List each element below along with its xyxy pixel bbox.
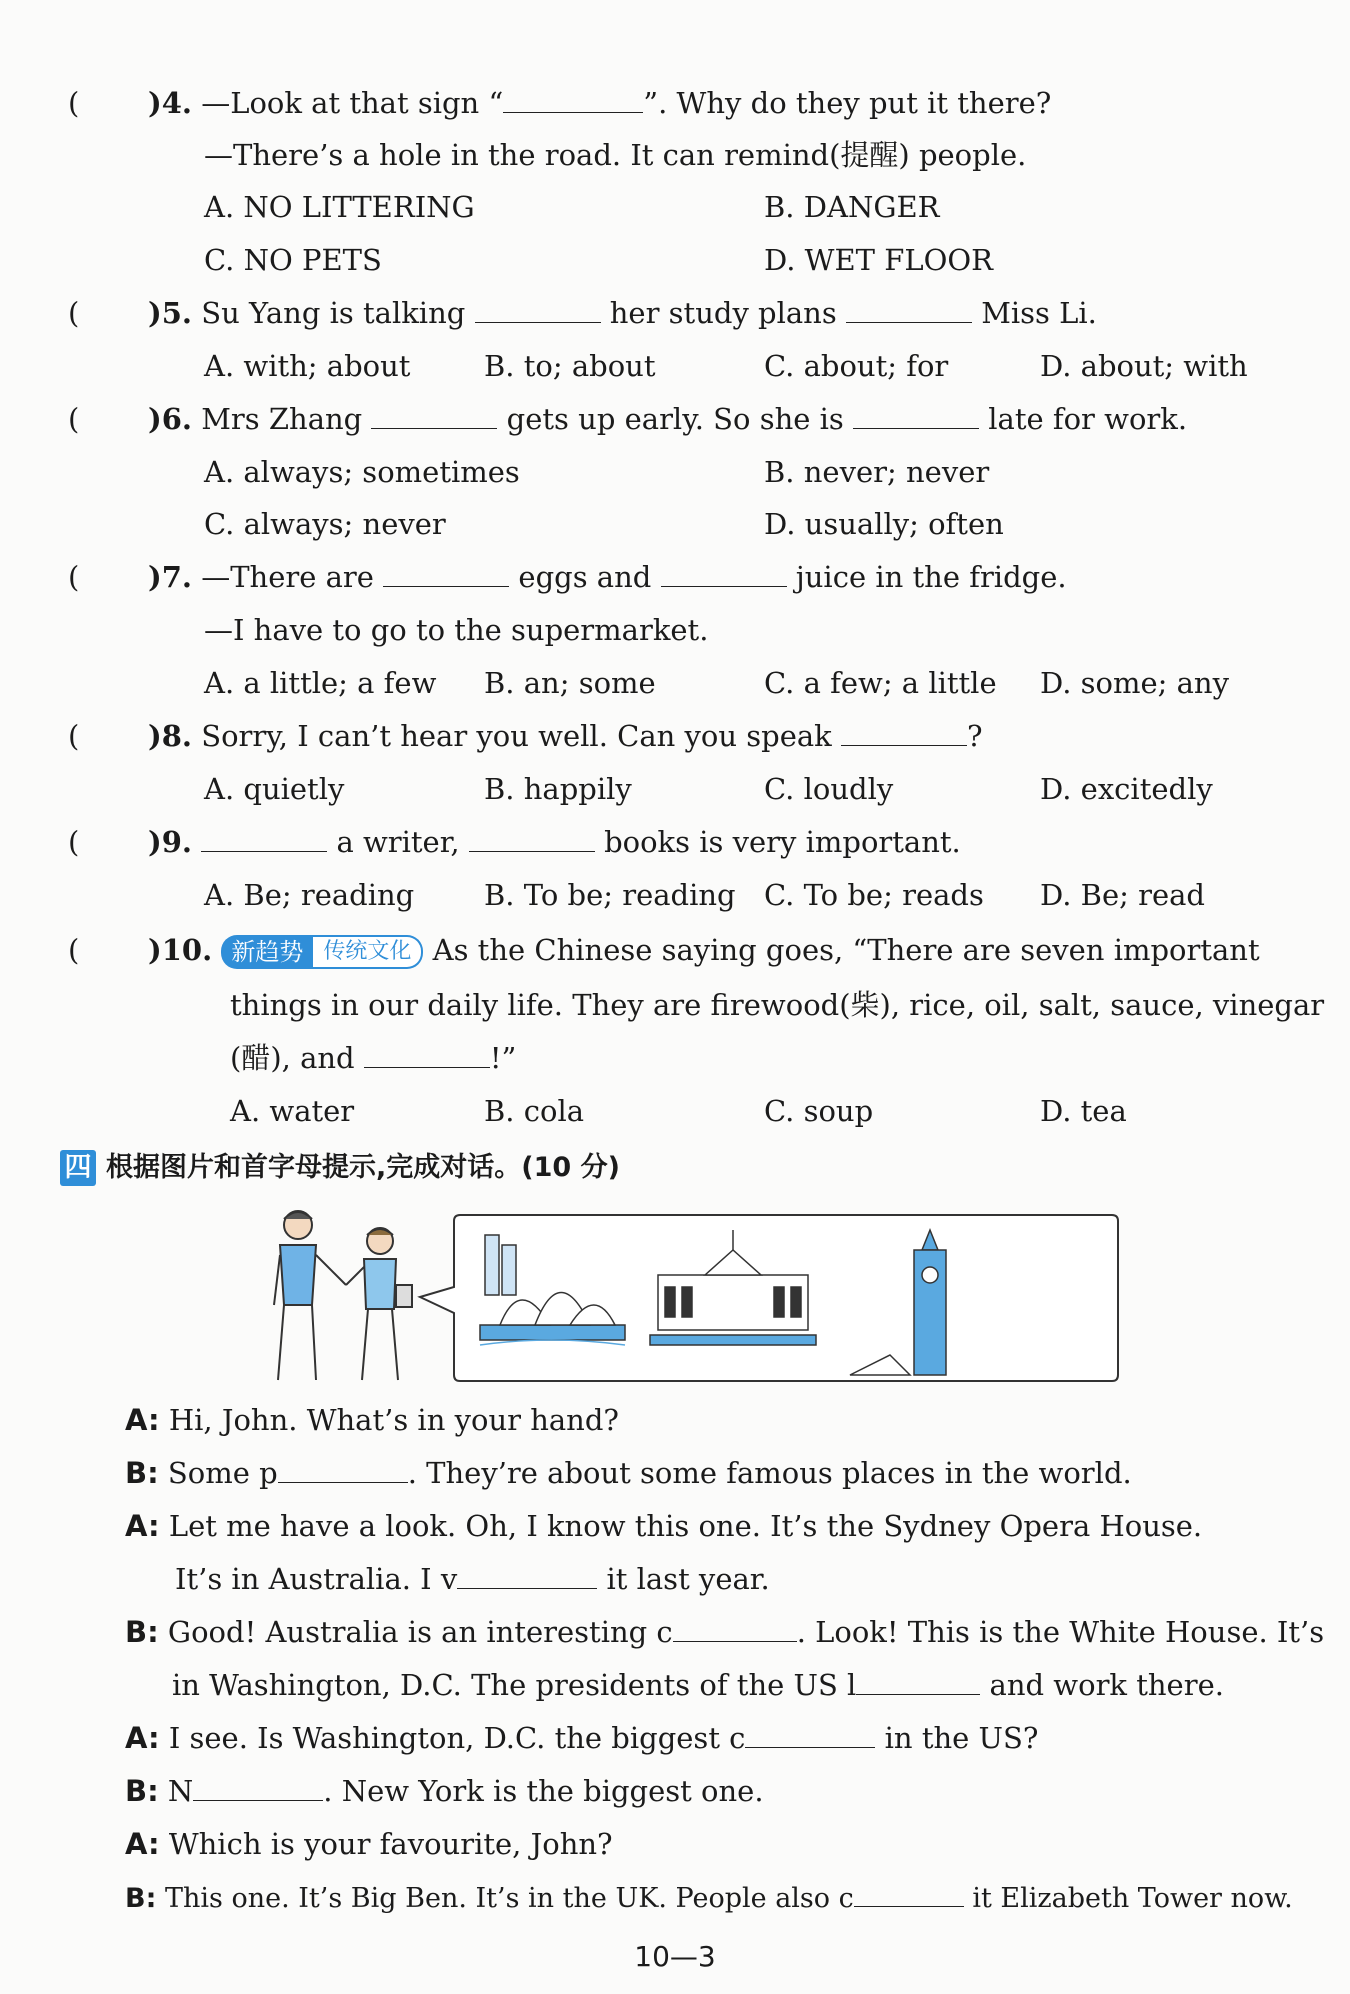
- new-trend-tag: 新趋势: [221, 935, 313, 969]
- option: A. a little; a few: [204, 666, 437, 700]
- dialogue-line: A: Let me have a look. Oh, I know this one. It’s the Sydney Opera House.: [125, 1509, 1203, 1543]
- option: A. Be; reading: [204, 878, 415, 912]
- dialogue-line: B: N . New York is the biggest one.: [125, 1774, 764, 1808]
- option: D. WET FLOOR: [764, 243, 993, 277]
- option: C. loudly: [764, 772, 894, 806]
- answer-blank[interactable]: [853, 402, 979, 429]
- answer-blank[interactable]: [846, 296, 972, 323]
- dialogue-line: in Washington, D.C. The presidents of the US l and work there.: [172, 1668, 1224, 1702]
- option: A. water: [230, 1094, 355, 1128]
- dialogue-line: A: Hi, John. What’s in your hand?: [125, 1403, 619, 1437]
- question-6: )6. Mrs Zhang gets up early. So she is late for work.: [148, 402, 1188, 436]
- question-7: )7. —There are eggs and juice in the fridge.: [148, 560, 1067, 594]
- answer-blank[interactable]: [371, 402, 497, 429]
- question-5: )5. Su Yang is talking her study plans Miss Li.: [148, 296, 1097, 330]
- question-9: )9. a writer, books is very important.: [148, 825, 961, 859]
- question-4-line2: —There’s a hole in the road. It can remind(提醒) people.: [204, 138, 1027, 172]
- question-10-line3: (醋), and !”: [230, 1041, 517, 1075]
- answer-blank[interactable]: [673, 1615, 797, 1642]
- option: D. some; any: [1040, 666, 1229, 700]
- answer-blank[interactable]: [383, 560, 509, 587]
- culture-tag: 传统文化: [313, 935, 423, 969]
- answer-paren[interactable]: (: [68, 402, 80, 436]
- answer-blank[interactable]: [475, 296, 601, 323]
- answer-paren[interactable]: (: [68, 933, 80, 967]
- option: D. tea: [1040, 1094, 1127, 1128]
- answer-paren[interactable]: (: [68, 825, 80, 859]
- answer-blank[interactable]: [854, 1880, 964, 1907]
- answer-blank[interactable]: [745, 1721, 875, 1748]
- person-icon: [274, 1211, 346, 1380]
- option: B. To be; reading: [484, 878, 736, 912]
- answer-blank[interactable]: [503, 86, 643, 113]
- option: C. a few; a little: [764, 666, 997, 700]
- option: C. NO PETS: [204, 243, 382, 277]
- answer-blank[interactable]: [469, 825, 595, 852]
- option: B. cola: [484, 1094, 585, 1128]
- option: C. about; for: [764, 349, 949, 383]
- answer-blank[interactable]: [201, 825, 327, 852]
- option: D. excitedly: [1040, 772, 1213, 806]
- answer-blank[interactable]: [278, 1456, 408, 1483]
- section-badge: 四: [60, 1150, 96, 1186]
- answer-blank[interactable]: [661, 560, 787, 587]
- question-10: )10. 新趋势 传统文化 As the Chinese saying goes, “There are seven important: [148, 933, 1260, 967]
- person-icon: [346, 1228, 412, 1380]
- answer-blank[interactable]: [856, 1668, 980, 1695]
- question-10-line2: things in our daily life. They are firewood(柴), rice, oil, salt, sauce, vinegar: [230, 988, 1325, 1022]
- answer-paren[interactable]: (: [68, 86, 80, 120]
- question-7-line2: —I have to go to the supermarket.: [204, 613, 709, 647]
- dialogue-line: B: This one. It’s Big Ben. It’s in the UK. People also c it Elizabeth Tower now.: [125, 1880, 1293, 1916]
- answer-blank[interactable]: [193, 1774, 323, 1801]
- answer-blank[interactable]: [364, 1041, 490, 1068]
- dialogue-line: It’s in Australia. I v it last year.: [175, 1562, 770, 1596]
- answer-blank[interactable]: [841, 719, 967, 746]
- option: B. to; about: [484, 349, 656, 383]
- option: A. always; sometimes: [204, 455, 520, 489]
- option: A. NO LITTERING: [204, 190, 475, 224]
- option: D. usually; often: [764, 507, 1004, 541]
- option: A. with; about: [204, 349, 411, 383]
- answer-paren[interactable]: (: [68, 296, 80, 330]
- option: B. DANGER: [764, 190, 940, 224]
- option: B. an; some: [484, 666, 656, 700]
- option: C. soup: [764, 1094, 874, 1128]
- dialogue-illustration: [250, 1205, 1120, 1385]
- question-8: )8. Sorry, I can’t hear you well. Can you speak ?: [148, 719, 983, 753]
- dialogue-line: B: Some p . They’re about some famous places in the world.: [125, 1456, 1132, 1490]
- dialogue-line: A: I see. Is Washington, D.C. the biggest c in the US?: [125, 1721, 1039, 1755]
- dialogue-line: A: Which is your favourite, John?: [125, 1827, 613, 1861]
- option: B. happily: [484, 772, 632, 806]
- dialogue-line: B: Good! Australia is an interesting c . Look! This is the White House. It’s: [125, 1615, 1325, 1649]
- answer-paren[interactable]: (: [68, 560, 80, 594]
- answer-paren[interactable]: (: [68, 719, 80, 753]
- option: D. about; with: [1040, 349, 1248, 383]
- option: D. Be; read: [1040, 878, 1205, 912]
- option: A. quietly: [204, 772, 345, 806]
- page-number: 10—3: [634, 1940, 716, 1973]
- option: C. To be; reads: [764, 878, 984, 912]
- section-title: 四 根据图片和首字母提示,完成对话。(10 分): [60, 1150, 620, 1186]
- question-4: )4. —Look at that sign “ ”. Why do they put it there?: [148, 86, 1052, 120]
- answer-blank[interactable]: [457, 1562, 597, 1589]
- option: B. never; never: [764, 455, 990, 489]
- option: C. always; never: [204, 507, 446, 541]
